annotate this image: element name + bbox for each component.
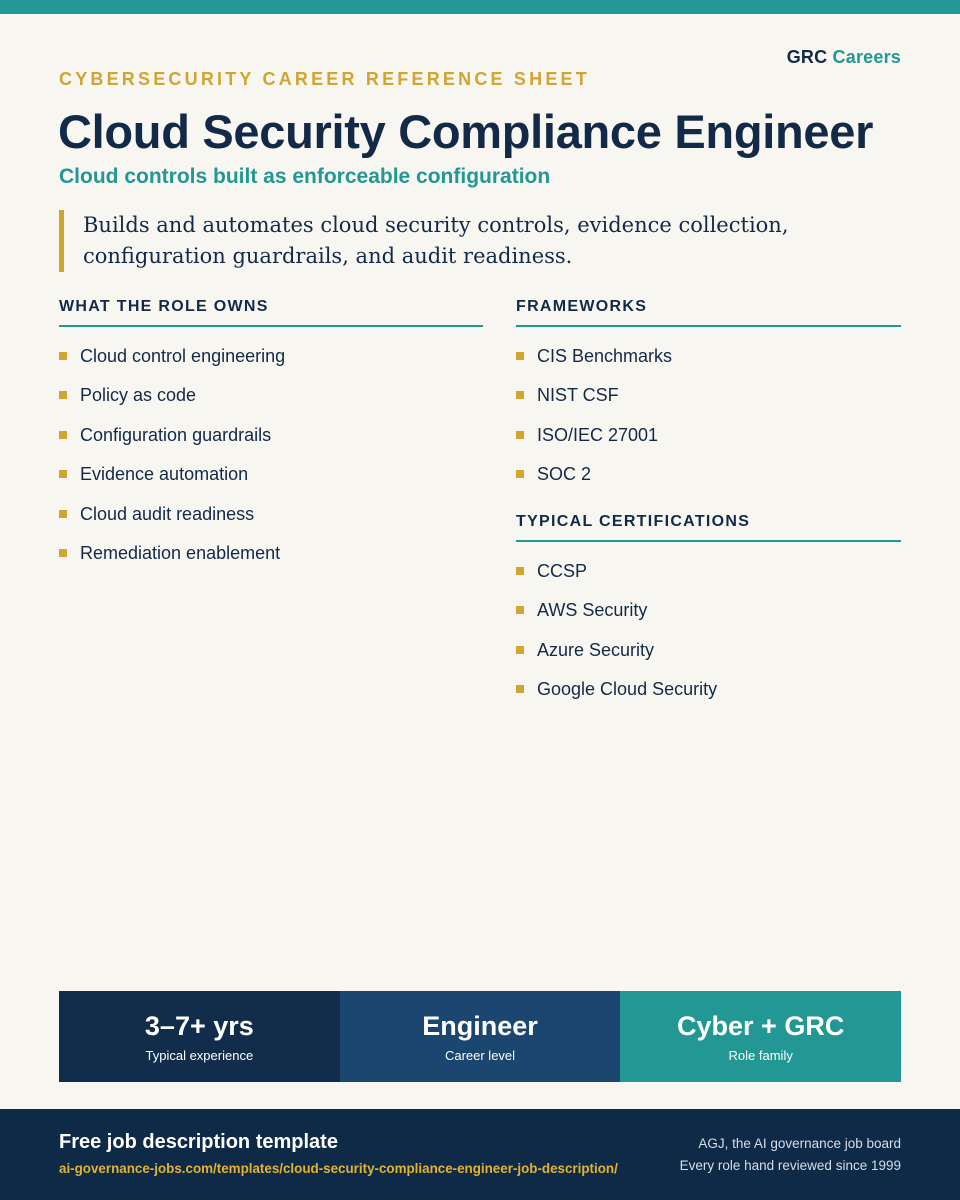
brand-part-2: Careers	[832, 47, 901, 67]
section-role-owns	[59, 298, 483, 581]
section-certifications	[516, 513, 901, 718]
stat-label: Role family	[728, 1048, 793, 1063]
list-item: SOC 2	[516, 463, 901, 502]
frameworks-list	[516, 345, 901, 503]
top-accent-bar	[0, 0, 960, 14]
stat-experience	[59, 991, 340, 1082]
footer-tagline	[680, 1133, 901, 1177]
stat-label: Typical experience	[145, 1048, 254, 1063]
footer	[0, 1109, 960, 1200]
list-item: Cloud audit readiness	[59, 503, 483, 542]
brand-part-1: GRC	[786, 47, 828, 67]
stat-value: Engineer	[422, 1011, 538, 1041]
list-item: AWS Security	[516, 599, 901, 638]
list-item: CCSP	[516, 560, 901, 599]
list-item: NIST CSF	[516, 384, 901, 423]
page-title: Cloud Security Compliance Engineer	[58, 105, 874, 158]
stat-label: Career level	[444, 1048, 516, 1063]
stats-strip	[59, 991, 901, 1082]
section-heading-owns: WHAT THE ROLE OWNS	[59, 298, 483, 327]
list-item: Policy as code	[59, 384, 483, 423]
footer-tagline-line-2: Every role hand reviewed since 1999	[679, 1158, 901, 1173]
footer-template-link[interactable]: ai-governance-jobs.com/templates/cloud-security-compliance-engineer-job-description/	[59, 1161, 618, 1176]
stat-career-level	[340, 991, 621, 1082]
section-frameworks	[516, 298, 901, 503]
stat-value: 3–7+ yrs	[144, 1011, 254, 1041]
owns-list	[59, 345, 483, 581]
kicker-label: CYBERSECURITY CAREER REFERENCE SHEET	[59, 69, 590, 89]
list-item: Cloud control engineering	[59, 345, 483, 384]
list-item: CIS Benchmarks	[516, 345, 901, 384]
list-item: Remediation enablement	[59, 542, 483, 581]
stat-role-family	[620, 991, 901, 1082]
list-item: Evidence automation	[59, 463, 483, 502]
brand-logo[interactable]	[787, 47, 901, 68]
footer-title: Free job description template	[59, 1131, 338, 1153]
role-summary: Builds and automates cloud security controls, evidence collection, configuration guardrails, and audit readiness.	[59, 210, 901, 272]
stat-value: Cyber + GRC	[677, 1011, 845, 1041]
list-item: Azure Security	[516, 639, 901, 678]
list-item: Configuration guardrails	[59, 424, 483, 463]
page-subtitle: Cloud controls built as enforceable configuration	[59, 165, 551, 188]
list-item: Google Cloud Security	[516, 678, 901, 717]
certifications-list	[516, 560, 901, 718]
list-item: ISO/IEC 27001	[516, 424, 901, 463]
footer-tagline-line-1: AGJ, the AI governance job board	[698, 1136, 901, 1151]
section-heading-certifications: TYPICAL CERTIFICATIONS	[516, 513, 901, 542]
section-heading-frameworks: FRAMEWORKS	[516, 298, 901, 327]
